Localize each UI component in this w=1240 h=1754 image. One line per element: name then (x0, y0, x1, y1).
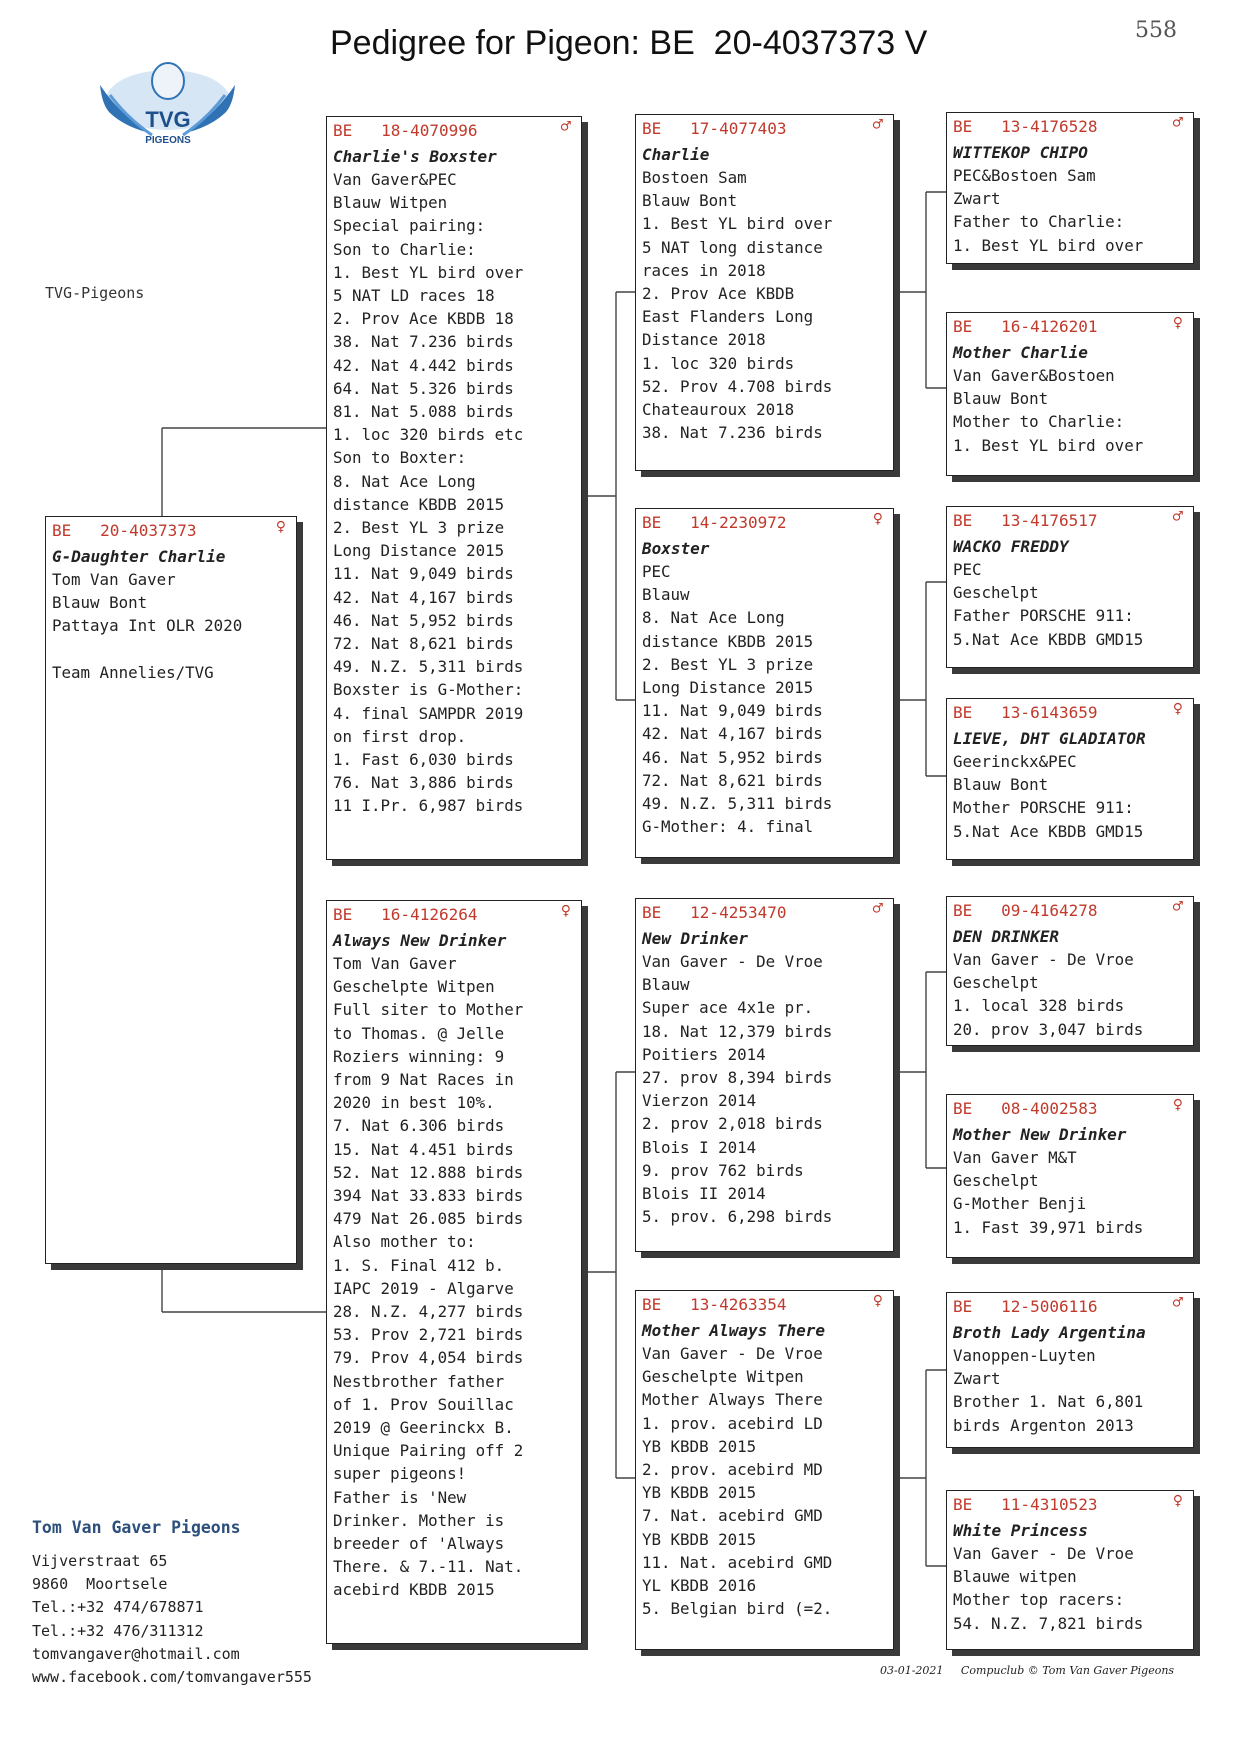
pigeon-card-great-grandparent (946, 1490, 1194, 1650)
pigeon-card-great-grandparent (946, 1292, 1194, 1448)
pigeon-line: Van Gaver - De Vroe (642, 952, 823, 971)
pigeon-name: G-Daughter Charlie (52, 547, 226, 566)
pigeon-line: Drinker. Mother is (333, 1510, 505, 1530)
pigeon-line: 1. Best YL bird over (953, 435, 1144, 455)
female-symbol-icon: ♀ (560, 901, 571, 921)
pigeon-line: Van Gaver - De Vroe (642, 1344, 823, 1363)
pigeon-line: 79. Prov 4,054 birds (333, 1348, 524, 1368)
pigeon-name: Always New Drinker (333, 931, 507, 950)
pigeon-line: Van Gaver - De Vroe (953, 1544, 1134, 1563)
ring-number: BE 13-4176517 (953, 511, 1098, 530)
software-credit: Compuclub © Tom Van Gaver Pigeons (960, 1664, 1175, 1677)
pigeon-name: WACKO FREDDY (953, 537, 1069, 556)
pigeon-card-granddam-paternal (635, 508, 894, 858)
pigeon-line: distance KBDB 2015 (642, 631, 814, 651)
pigeon-line: East Flanders Long (642, 307, 814, 327)
male-symbol-icon: ♂ (1172, 1293, 1183, 1313)
pigeon-name: New Drinker (642, 929, 748, 948)
pigeon-line: 2. prov 2,018 birds (642, 1114, 823, 1134)
pigeon-line: 2. Prov Ace KBDB 18 (333, 309, 514, 329)
pigeon-line: Son to Charlie: (333, 239, 476, 259)
pigeon-name: Broth Lady Argentina (953, 1323, 1146, 1342)
pigeon-card-dam (326, 900, 582, 1644)
pigeon-line: Geerinckx&PEC (953, 752, 1077, 771)
ring-number: BE 12-4253470 (642, 903, 787, 922)
pigeon-line: 1. S. Final 412 b. (333, 1255, 505, 1275)
male-symbol-icon: ♂ (1172, 507, 1183, 527)
pigeon-line: YB KBDB 2015 (642, 1483, 757, 1503)
pigeon-card-grandsire-paternal (635, 114, 894, 471)
pigeon-line: breeder of 'Always (333, 1534, 505, 1554)
pigeon-line: G-Mother Benji (953, 1194, 1087, 1214)
pigeon-line: Unique Pairing off 2 (333, 1441, 524, 1461)
pigeon-line: Long Distance 2015 (333, 541, 505, 561)
pigeon-line: 1. loc 320 birds (642, 353, 795, 373)
pigeon-line: races in 2018 (642, 260, 766, 280)
pigeon-line: 1. Fast 6,030 birds (333, 750, 514, 770)
pigeon-line: 8. Nat Ace Long (333, 471, 476, 491)
print-footer (880, 1664, 1174, 1677)
pigeon-line: 2. Best YL 3 prize (333, 518, 505, 538)
pigeon-line: 394 Nat 33.833 birds (333, 1186, 524, 1206)
pigeon-line: G-Mother: 4. final (642, 817, 814, 837)
pigeon-name: Charlie (642, 145, 710, 164)
pigeon-line: 53. Prov 2,721 birds (333, 1325, 524, 1345)
pigeon-name: Boxster (642, 539, 710, 558)
pigeon-line: 52. Prov 4.708 birds (642, 376, 833, 396)
ring-number: BE 16-4126201 (953, 317, 1098, 336)
pigeon-line: Vierzon 2014 (642, 1091, 757, 1111)
pigeon-line: 49. N.Z. 5,311 birds (642, 794, 833, 814)
pigeon-line: 5. prov. 6,298 birds (642, 1207, 833, 1227)
pigeon-line: Blois I 2014 (642, 1137, 757, 1157)
female-symbol-icon: ♀ (1172, 699, 1183, 719)
pigeon-line: Van Gaver - De Vroe (953, 950, 1134, 969)
female-symbol-icon: ♀ (872, 1291, 883, 1311)
breeder-name: Tom Van Gaver Pigeons (32, 1518, 241, 1537)
pigeon-card-great-grandparent (946, 506, 1194, 668)
pigeon-line: Geschelpt (953, 1171, 1039, 1191)
pigeon-line: Mother PORSCHE 911: (953, 798, 1134, 818)
pigeon-line: YB KBDB 2015 (642, 1436, 757, 1456)
pigeon-line: Special pairing: (333, 216, 486, 236)
pigeon-line: 15. Nat 4.451 birds (333, 1139, 514, 1159)
pigeon-line: YB KBDB 2015 (642, 1529, 757, 1549)
pigeon-card-sire (326, 116, 582, 860)
pigeon-line: 2019 @ Geerinckx B. (333, 1418, 514, 1438)
ring-number: BE 14-2230972 (642, 513, 787, 532)
pigeon-line: Mother top racers: (953, 1590, 1125, 1610)
address-city: 9860 Moortsele (32, 1575, 168, 1594)
male-symbol-icon: ♂ (1172, 113, 1183, 133)
ring-number: BE 18-4070996 (333, 121, 478, 140)
pigeon-line: Blauwe witpen (953, 1567, 1077, 1587)
phone-2: Tel.:+32 476/311312 (32, 1621, 204, 1640)
pigeon-line: PEC (953, 560, 982, 579)
pigeon-line: Geschelpte Witpen (333, 977, 495, 997)
pigeon-line: 46. Nat 5,952 birds (333, 610, 514, 630)
ring-number: BE 17-4077403 (642, 119, 787, 138)
pigeon-line: 2020 in best 10%. (333, 1093, 495, 1113)
pigeon-line: Blauw (642, 975, 690, 995)
address-street: Vijverstraat 65 (32, 1552, 168, 1570)
pigeon-line: Geschelpte Witpen (642, 1367, 804, 1387)
pigeon-line: 5.Nat Ace KBDB GMD15 (953, 629, 1144, 649)
pigeon-line: 27. prov 8,394 birds (642, 1068, 833, 1088)
pigeon-line: 11. Nat. acebird GMD (642, 1552, 833, 1572)
pigeon-card-great-grandparent (946, 698, 1194, 860)
pigeon-line: 7. Nat 6.306 birds (333, 1116, 505, 1136)
pigeon-line: 72. Nat 8,621 birds (642, 770, 823, 790)
pigeon-name: WITTEKOP CHIPO (953, 143, 1088, 162)
pigeon-line: Blauw Bont (953, 775, 1049, 795)
pigeon-line: Tom Van Gaver (333, 954, 457, 973)
pigeon-line: 1. Best YL bird over (642, 214, 833, 234)
pigeon-line: Tom Van Gaver (52, 570, 176, 589)
phone-1: Tel.:+32 474/678871 (32, 1598, 204, 1617)
pigeon-line: Blauw Bont (953, 389, 1049, 409)
pigeon-line: Also mother to: (333, 1232, 476, 1252)
breeder-contact (32, 1516, 312, 1689)
pigeon-line: Chateauroux 2018 (642, 400, 795, 420)
pigeon-line: 38. Nat 7.236 birds (333, 332, 514, 352)
pigeon-line: from 9 Nat Races in (333, 1070, 514, 1090)
ring-number: BE 13-4176528 (953, 117, 1098, 136)
pigeon-line: 46. Nat 5,952 birds (642, 747, 823, 767)
pigeon-line: 76. Nat 3,886 birds (333, 773, 514, 793)
pigeon-line: to Thomas. @ Jelle (333, 1023, 505, 1043)
pigeon-line: 8. Nat Ace Long (642, 608, 785, 628)
pigeon-line: PEC&Bostoen Sam (953, 166, 1096, 185)
pigeon-line: Team Annelies/TVG (52, 662, 214, 682)
pigeon-line: 2. prov. acebird MD (642, 1460, 823, 1480)
email: tomvangaver@hotmail.com (32, 1644, 240, 1663)
pigeon-card-great-grandparent (946, 896, 1194, 1046)
pigeon-line: Mother to Charlie: (953, 412, 1125, 432)
pigeon-line: 20. prov 3,047 birds (953, 1019, 1144, 1039)
pigeon-line: acebird KBDB 2015 (333, 1580, 495, 1600)
pigeon-line: birds Argenton 2013 (953, 1415, 1134, 1435)
pigeon-line: 5. Belgian bird (=2. (642, 1599, 833, 1619)
ring-number: BE 13-6143659 (953, 703, 1098, 722)
ring-number: BE 20-4037373 (52, 521, 197, 540)
pigeon-line: of 1. Prov Souillac (333, 1394, 514, 1414)
ring-number: BE 09-4164278 (953, 901, 1098, 920)
pigeon-line: 1. Fast 39,971 birds (953, 1217, 1144, 1237)
male-symbol-icon: ♂ (872, 115, 883, 135)
pigeon-name: White Princess (953, 1521, 1088, 1540)
print-date: 03-01-2021 (880, 1664, 944, 1677)
pigeon-line: Zwart (953, 1369, 1001, 1389)
pigeon-name: Mother Always There (642, 1321, 826, 1340)
pigeon-line: 38. Nat 7.236 birds (642, 423, 823, 443)
pigeon-line: 11 I.Pr. 6,987 birds (333, 796, 524, 816)
pigeon-line: 49. N.Z. 5,311 birds (333, 657, 524, 677)
pigeon-line: 28. N.Z. 4,277 birds (333, 1302, 524, 1322)
female-symbol-icon: ♀ (275, 517, 286, 537)
pigeon-line: Full siter to Mother (333, 1000, 524, 1020)
pigeon-line: on first drop. (333, 726, 467, 746)
pigeon-line: Van Gaver&Bostoen (953, 366, 1115, 385)
pigeon-line: 5 NAT LD races 18 (333, 286, 495, 306)
male-symbol-icon: ♂ (560, 117, 571, 137)
pigeon-line: Blauw (642, 585, 690, 605)
ring-number: BE 13-4263354 (642, 1295, 787, 1314)
pigeon-line: Bostoen Sam (642, 168, 747, 187)
pigeon-line: Poitiers 2014 (642, 1044, 766, 1064)
pigeon-name: Charlie's Boxster (333, 147, 497, 166)
pigeon-line: 7. Nat. acebird GMD (642, 1506, 823, 1526)
pigeon-wings-icon (80, 55, 255, 165)
pigeon-line: 4. final SAMPDR 2019 (333, 703, 524, 723)
pigeon-line: 9. prov 762 birds (642, 1160, 804, 1180)
pigeon-line: 1. prov. acebird LD (642, 1413, 823, 1433)
pigeon-line: Roziers winning: 9 (333, 1046, 505, 1066)
female-symbol-icon: ♀ (1172, 1491, 1183, 1511)
female-symbol-icon: ♀ (872, 509, 883, 529)
pigeon-name: LIEVE, DHT GLADIATOR (953, 729, 1146, 748)
pigeon-line: 42. Nat 4,167 birds (642, 724, 823, 744)
pigeon-name: Mother Charlie (953, 343, 1088, 362)
pigeon-line: 18. Nat 12,379 birds (642, 1021, 833, 1041)
ring-number: BE 16-4126264 (333, 905, 478, 924)
breeder-tag: TVG-Pigeons (45, 284, 145, 302)
pigeon-line: Pattaya Int OLR 2020 (52, 616, 243, 636)
pigeon-card-granddam-maternal (635, 1290, 894, 1650)
pigeon-line: Van Gaver M&T (953, 1148, 1077, 1167)
pigeon-line: 1. local 328 birds (953, 996, 1125, 1016)
pigeon-line: 1. Best YL bird over (333, 262, 524, 282)
pigeon-line: 2. Prov Ace KBDB (642, 284, 795, 304)
pigeon-line: Van Gaver&PEC (333, 170, 457, 189)
ring-number: BE 12-5006116 (953, 1297, 1098, 1316)
pigeon-line: 11. Nat 9,049 birds (333, 564, 514, 584)
pigeon-line: Father to Charlie: (953, 212, 1125, 232)
pigeon-line: 11. Nat 9,049 birds (642, 701, 823, 721)
pigeon-line: distance KBDB 2015 (333, 494, 505, 514)
male-symbol-icon: ♂ (872, 899, 883, 919)
pigeon-line: There. & 7.-11. Nat. (333, 1557, 524, 1577)
pigeon-line: Geschelpt (953, 973, 1039, 993)
pigeon-line: Blois II 2014 (642, 1184, 766, 1204)
pigeon-line: 1. Best YL bird over (953, 235, 1144, 255)
pigeon-line: 5 NAT long distance (642, 237, 823, 257)
pigeon-line: Blauw Witpen (333, 193, 448, 213)
ring-number: BE 08-4002583 (953, 1099, 1098, 1118)
female-symbol-icon: ♀ (1172, 313, 1183, 333)
pigeon-line: Blauw Bont (642, 191, 738, 211)
pigeon-line: 81. Nat 5.088 birds (333, 402, 514, 422)
pigeon-card-great-grandparent (946, 1094, 1194, 1258)
facebook-link: www.facebook.com/tomvangaver555 (32, 1668, 312, 1687)
pigeon-line: 54. N.Z. 7,821 birds (953, 1613, 1144, 1633)
pigeon-line: 1. loc 320 birds etc (333, 425, 524, 445)
pigeon-line: Super ace 4x1e pr. (642, 998, 814, 1018)
pigeon-line: Zwart (953, 189, 1001, 209)
pigeon-line: Brother 1. Nat 6,801 (953, 1392, 1144, 1412)
pigeon-line: 52. Nat 12.888 birds (333, 1162, 524, 1182)
pigeon-line: IAPC 2019 - Algarve (333, 1278, 514, 1298)
pigeon-line: Mother Always There (642, 1390, 823, 1410)
page-title: Pedigree for Pigeon: BE 20-4037373 V (330, 24, 928, 62)
pigeon-line: 479 Nat 26.085 birds (333, 1209, 524, 1229)
pigeon-line: Boxster is G-Mother: (333, 680, 524, 700)
pigeon-line: super pigeons! (333, 1464, 467, 1484)
pigeon-line: Father is 'New (333, 1487, 467, 1507)
pigeon-line: 72. Nat 8,621 birds (333, 634, 514, 654)
pigeon-line: 42. Nat 4,167 birds (333, 587, 514, 607)
pigeon-line (52, 638, 290, 661)
page-number: 558 (1135, 18, 1177, 43)
pigeon-line: Geschelpt (953, 583, 1039, 603)
pigeon-line: 42. Nat 4.442 birds (333, 355, 514, 375)
pigeon-line: Father PORSCHE 911: (953, 606, 1134, 626)
pigeon-line: Blauw Bont (52, 593, 148, 613)
male-symbol-icon: ♂ (1172, 897, 1183, 917)
pigeon-line: Vanoppen-Luyten (953, 1346, 1096, 1365)
pigeon-line: Distance 2018 (642, 330, 766, 350)
ring-number: BE 11-4310523 (953, 1495, 1098, 1514)
pigeon-line: 64. Nat 5.326 birds (333, 378, 514, 398)
pigeon-name: DEN DRINKER (953, 927, 1059, 946)
pigeon-line: 2. Best YL 3 prize (642, 654, 814, 674)
pigeon-card-subject (45, 516, 297, 1264)
female-symbol-icon: ♀ (1172, 1095, 1183, 1115)
pigeon-line: Son to Boxter: (333, 448, 467, 468)
pigeon-card-great-grandparent (946, 112, 1194, 264)
pigeon-card-great-grandparent (946, 312, 1194, 476)
pigeon-line: 5.Nat Ace KBDB GMD15 (953, 821, 1144, 841)
pigeon-name: Mother New Drinker (953, 1125, 1127, 1144)
pigeon-line: Nestbrother father (333, 1371, 505, 1391)
logo-text: TVG (145, 107, 191, 132)
logo-subtext: PIGEONS (145, 135, 191, 146)
pigeon-line: Long Distance 2015 (642, 678, 814, 698)
pigeon-line: YL KBDB 2016 (642, 1576, 757, 1596)
pigeon-line: PEC (642, 562, 671, 581)
pigeon-card-grandsire-maternal (635, 898, 894, 1252)
